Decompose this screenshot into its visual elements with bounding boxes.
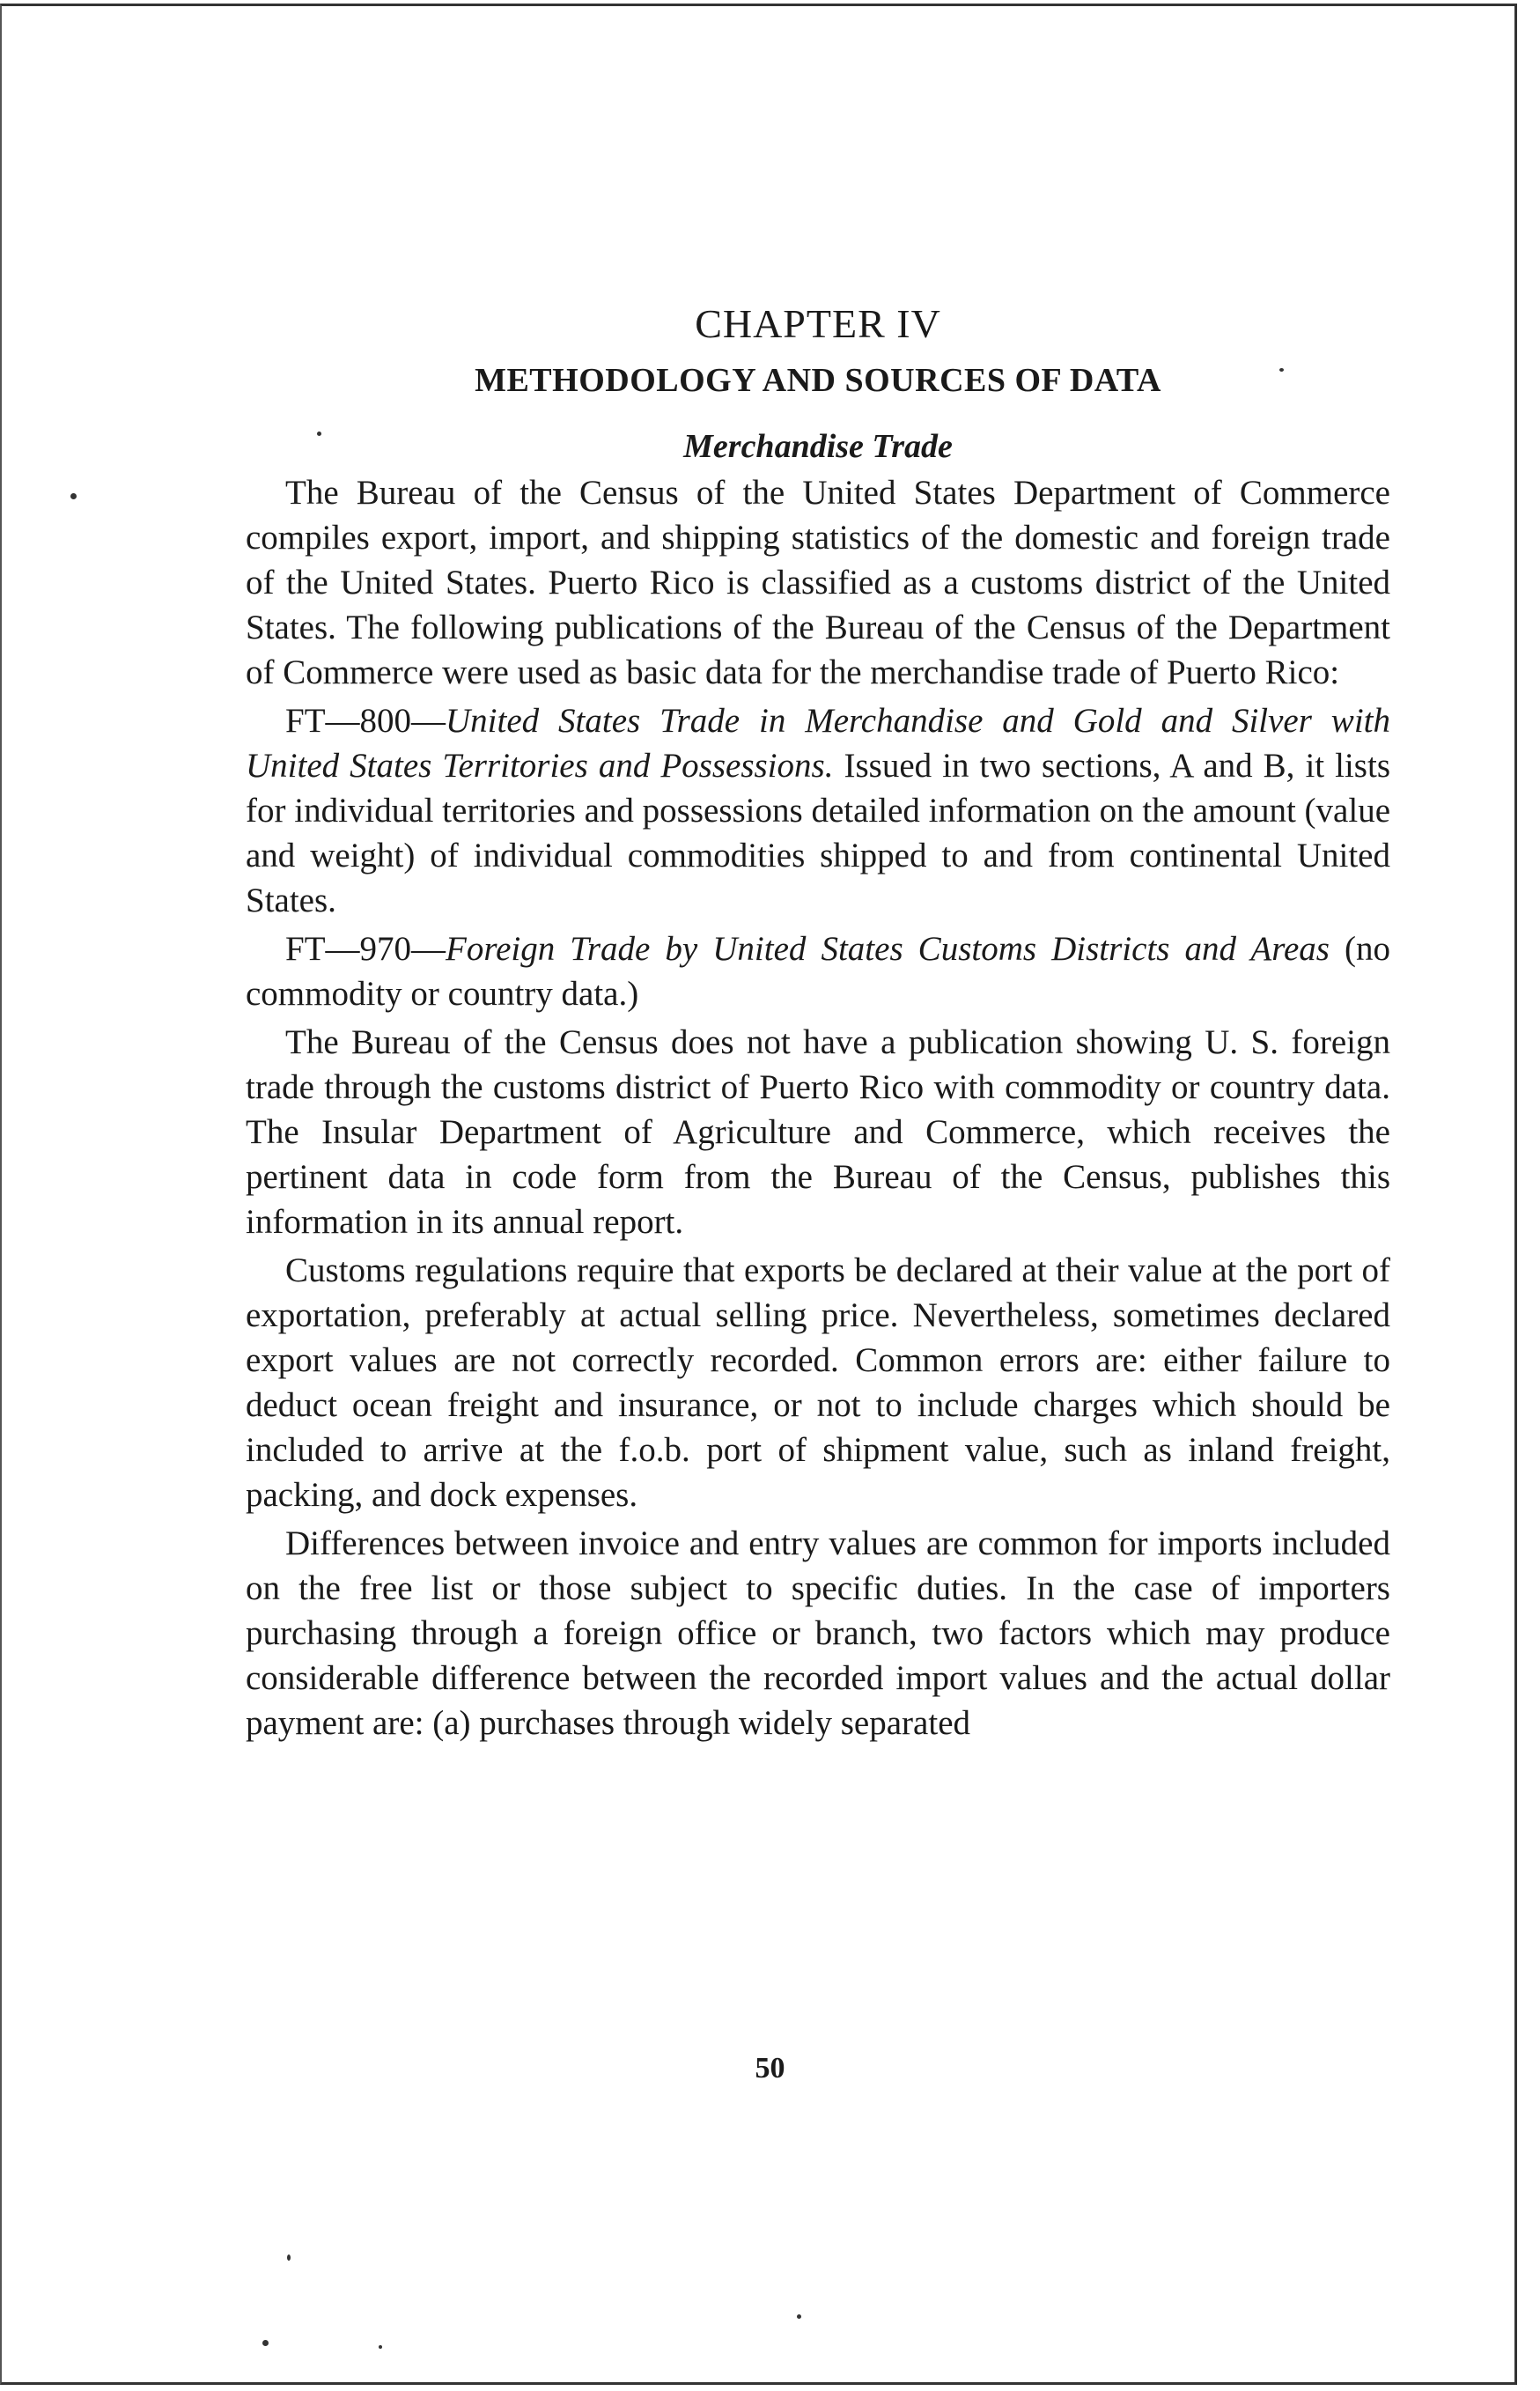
publication-description-ft970: (no commodity or country data.) (246, 930, 1390, 1013)
paragraph-census-publication: The Bureau of the Census does not have a publication showing U. S. foreign trade through the customs district of Puerto Rico with commodity or country data. The Insular Department of Agriculture and Commerce, which receives the pertinent data in code form from the Bureau of the Census, publishes this information in its annual report. (246, 1023, 1390, 1241)
paragraph-invoice-differences: Differences between invoice and entry values are common for imports included on the free list or those subject to specific duties. In the case of importers purchasing through a foreign office or branch, two factors which may produce considerable difference between the recorded import values and the actual dollar payment are: (a) purchases through widely separated (246, 1524, 1390, 1742)
publication-code-ft970: FT—970— (285, 930, 446, 968)
scan-speck (287, 2254, 291, 2261)
paragraph-customs-regulations: Customs regulations require that exports be declared at their value at the port of exportation, preferably at actual selling price. Nevertheless, sometimes declared export values are not correctly recorded. Common errors are: either failure to deduct ocean freight and insurance, or not to include charges which should be included to arrive at the f.o.b. port of shipment value, such as inland freight, packing, and dock expenses. (246, 1251, 1390, 1514)
paragraph-intro: The Bureau of the Census of the United States Department of Commerce compiles export, import, and shipping statistics of the domestic and foreign trade of the United States. Puerto Rico is classified as a customs district of the United States. The following publications of the Bureau of the Census of the Department of Commerce were used as basic data for the merchandise trade of Puerto Rico: (246, 474, 1390, 691)
publication-title-ft970: Foreign Trade by United States Customs Districts and Areas (446, 930, 1330, 968)
scan-speck (797, 2314, 801, 2319)
page-body (246, 299, 1390, 1749)
page-number: 50 (755, 2052, 785, 2085)
scan-speck (317, 432, 321, 436)
chapter-number: CHAPTER IV (695, 301, 941, 346)
scan-speck (262, 2340, 269, 2346)
chapter-title: METHODOLOGY AND SOURCES OF DATA (475, 362, 1161, 399)
publication-title-ft800: United States Trade in Merchandise and Gold and Silver with United States Territories and Possessions. (246, 702, 1390, 785)
scan-speck (1279, 368, 1284, 372)
scan-speck (379, 2345, 382, 2349)
scan-speck (70, 493, 77, 499)
publication-description-ft800: Issued in two sections, A and B, it lists for individual territories and possessions detailed information on the amount (value and weight) of individual commodities shipped to and from continental United States. (246, 747, 1390, 919)
paragraph-ft970 (246, 926, 1390, 1016)
section-heading: Merchandise Trade (683, 428, 953, 465)
publication-code-ft800: FT—800— (285, 702, 446, 740)
paragraph-ft800 (246, 698, 1390, 923)
